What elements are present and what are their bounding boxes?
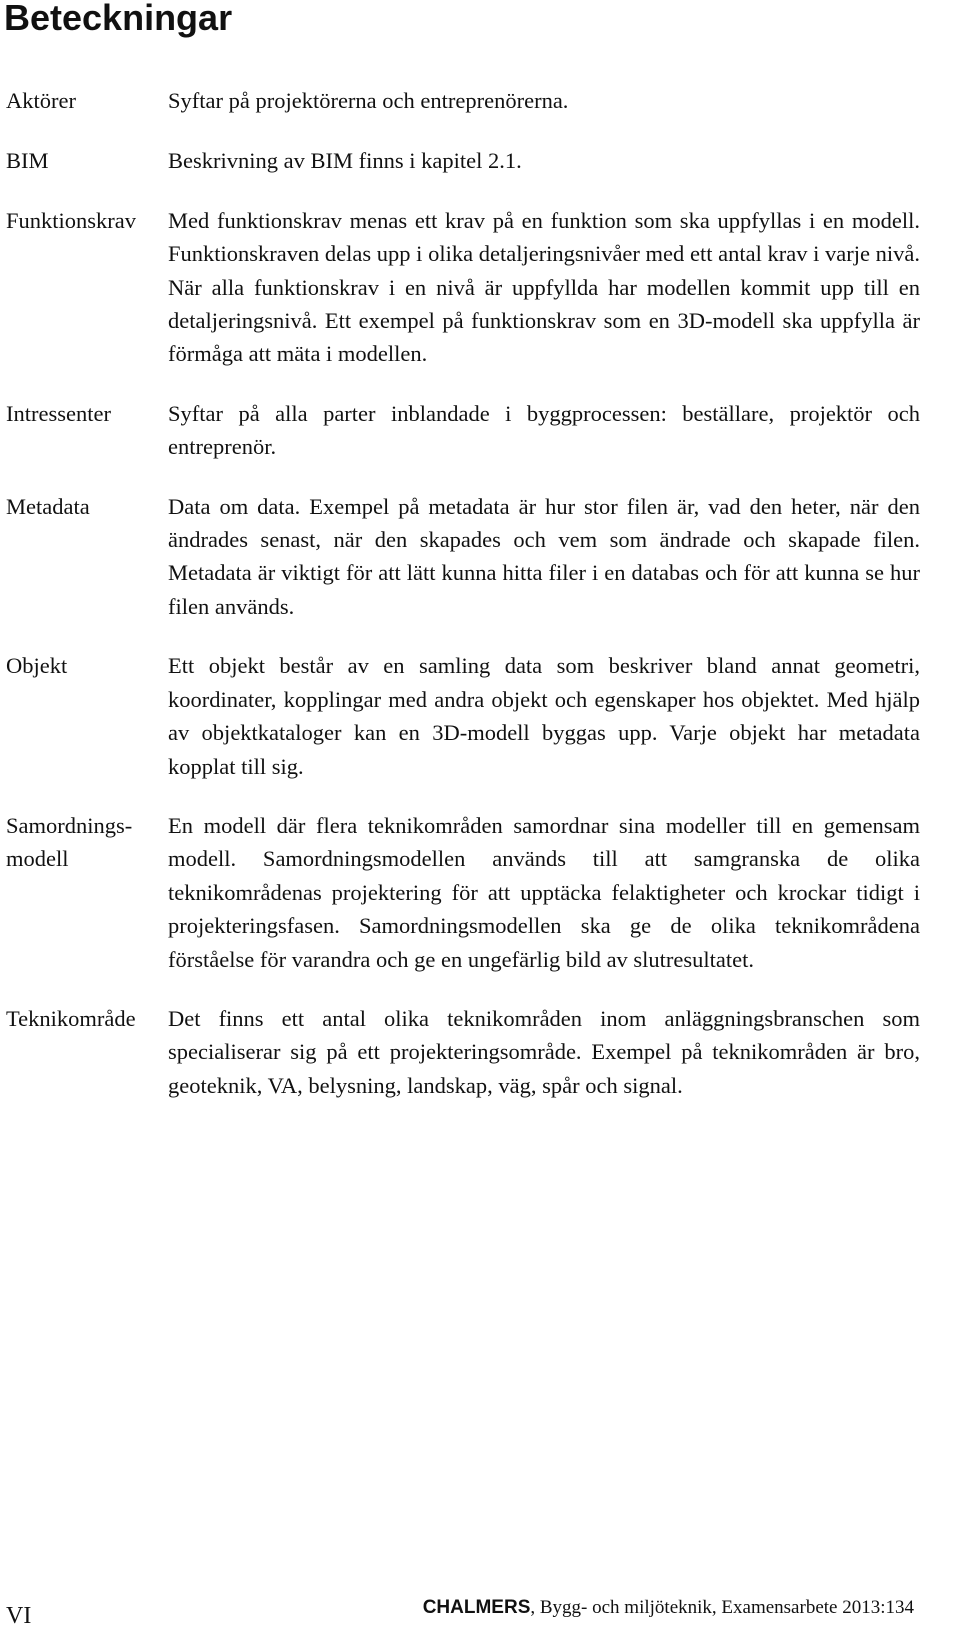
glossary-definition: Ett objekt består av en samling data som beskriver bland annat geometri, koordinater, kopplingar med andra objekt och egenskaper hos objektet. Med hjälp av objektkataloger kan en 3D-modell byggas upp. Varje objekt har metadata kopplat till sig. (168, 653, 920, 779)
glossary-list (6, 84, 956, 1102)
glossary-definition: Det finns ett antal olika teknikområden inom anläggningsbranschen som specialiserar sig på ett projekteringsområde. Exempel på teknikområden är bro, geoteknik, VA, belysning, landskap, väg, spår och signal. (168, 1005, 920, 1098)
glossary-definition: Syftar på alla parter inblandade i byggprocessen: beställare, projektör och entreprenör. (168, 400, 920, 460)
page-title: Beteckningar (4, 0, 233, 38)
glossary-entry (6, 84, 956, 117)
glossary-term: Objekt (6, 653, 68, 679)
glossary-term: Samordnings- modell (6, 812, 133, 872)
glossary-definition: En modell där flera teknikområden samordnar sina modeller till en gemensam modell. Samordningsmodellen används till att samgranska de olika teknikområdenas projektering för att upptäcka felaktigheter och krockar tidigt i projekteringsfasen. Samordningsmodellen ska ge de olika teknikområdena förståelse för varandra och ge en ungefärlig bild av slutresultatet. (168, 812, 920, 972)
glossary-term: Teknikområde (6, 1005, 136, 1031)
glossary-definition: Beskrivning av BIM finns i kapitel 2.1. (168, 148, 522, 174)
glossary-definition: Data om data. Exempel på metadata är hur stor filen är, vad den heter, när den ändrades senast, när den skapades och vem som ändrade och skapade filen. Metadata är viktigt för att lätt kunna hitta filer i en databas och för att kunna se hur filen används. (168, 493, 920, 619)
glossary-term: BIM (6, 148, 49, 174)
footer-source-text: , Bygg- och miljöteknik, Examensarbete 2013:134 (530, 1597, 914, 1618)
glossary-entry (6, 397, 956, 464)
glossary-term: Funktionskrav (6, 207, 137, 233)
glossary-definition: Med funktionskrav menas ett krav på en funktion som ska uppfyllas i en modell. Funktionskraven delas upp i olika detaljeringsnivåer med ett antal krav i varje nivå. När alla funktionskrav i en nivå är uppfyllda har modellen kommit upp till en detaljeringsnivå. Ett exempel på funktionskrav som en 3D-modell ska uppfylla är förmåga att mäta i modellen. (168, 207, 920, 367)
glossary-definition: Syftar på projektörerna och entreprenörerna. (168, 88, 569, 113)
footer-brand: CHALMERS (422, 1597, 531, 1618)
glossary-entry (6, 144, 956, 177)
glossary-entry (6, 649, 956, 783)
glossary-entry (6, 204, 956, 371)
page-number: VI (6, 1603, 32, 1629)
glossary-term: Intressenter (6, 400, 111, 426)
glossary-term: Metadata (6, 493, 90, 519)
glossary-entry (6, 490, 956, 624)
glossary-entry (6, 809, 956, 976)
page-footer (0, 1595, 960, 1635)
glossary-term: Aktörer (6, 88, 76, 113)
footer-source (423, 1595, 914, 1621)
glossary-entry (6, 1002, 956, 1102)
